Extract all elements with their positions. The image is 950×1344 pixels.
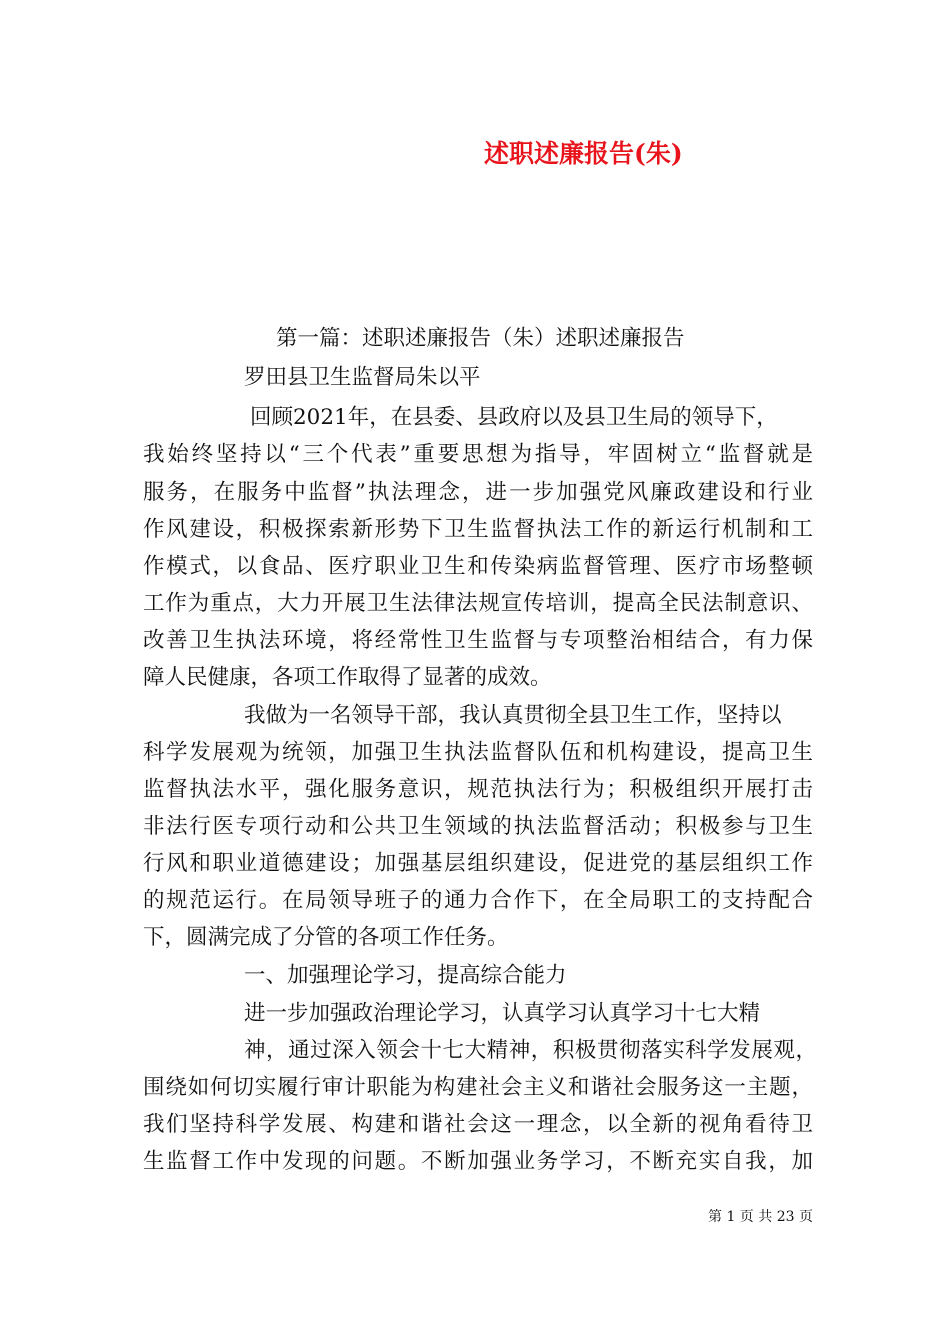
paragraph-line: 的规范运行。在局领导班子的通力合作下，在全局职工的支持配合 (143, 888, 813, 913)
paragraph-line: 回顾2021年，在县委、县政府以及县卫生局的领导下， (250, 405, 778, 430)
paragraph-line: 作风建设，积极探索新形势下卫生监督执法工作的新运行机制和工 (143, 517, 813, 542)
paragraph-line: 改善卫生执法环境，将经常性卫生监督与专项整治相结合，有力保 (143, 628, 813, 653)
paragraph-line: 行风和职业道德建设；加强基层组织建设，促进党的基层组织工作 (143, 851, 813, 876)
document-title: 述职述廉报告(朱) (484, 139, 683, 168)
paragraph-line: 障人民健康，各项工作取得了显著的成效。 (143, 665, 552, 690)
paragraph-line: 生监督工作中发现的问题。不断加强业务学习，不断充实自我，加 (143, 1149, 813, 1174)
paragraph-line: 作模式，以食品、医疗职业卫生和传染病监督管理、医疗市场整顿 (143, 554, 813, 579)
section-heading: 第一篇：述职述廉报告（朱）述职述廉报告 (276, 326, 685, 351)
paragraph-line: 工作为重点，大力开展卫生法律法规宣传培训，提高全民法制意识、 (143, 591, 813, 616)
paragraph-line: 非法行医专项行动和公共卫生领域的执法监督活动；积极参与卫生 (143, 814, 813, 839)
paragraph-line: 我做为一名领导干部，我认真贯彻全县卫生工作，坚持以 (244, 703, 782, 728)
paragraph-line: 我始终坚持以“三个代表”重要思想为指导，牢固树立“监督就是 (143, 442, 813, 467)
paragraph-line: 神，通过深入领会十七大精神，积极贯彻落实科学发展观， (244, 1038, 817, 1063)
page-indicator: 第 1 页 共 23 页 (708, 1209, 813, 1225)
paragraph-line: 进一步加强政治理论学习，认真学习认真学习十七大精 (244, 1001, 761, 1026)
paragraph-line: 围绕如何切实履行审计职能为构建社会主义和谐社会服务这一主题， (143, 1075, 813, 1100)
paragraph-line: 科学发展观为统领，加强卫生执法监督队伍和机构建设，提高卫生 (143, 740, 813, 765)
paragraph-line: 监督执法水平，强化服务意识，规范执法行为；积极组织开展打击 (143, 777, 813, 802)
paragraph-line: 服务，在服务中监督”执法理念，进一步加强党风廉政建设和行业 (143, 480, 813, 505)
paragraph-line: 我们坚持科学发展、构建和谐社会这一理念，以全新的视角看待卫 (143, 1112, 813, 1137)
paragraph-line: 下，圆满完成了分管的各项工作任务。 (143, 925, 509, 950)
author-line: 罗田县卫生监督局朱以平 (244, 365, 481, 390)
subsection-heading: 一、加强理论学习，提高综合能力 (244, 963, 567, 988)
